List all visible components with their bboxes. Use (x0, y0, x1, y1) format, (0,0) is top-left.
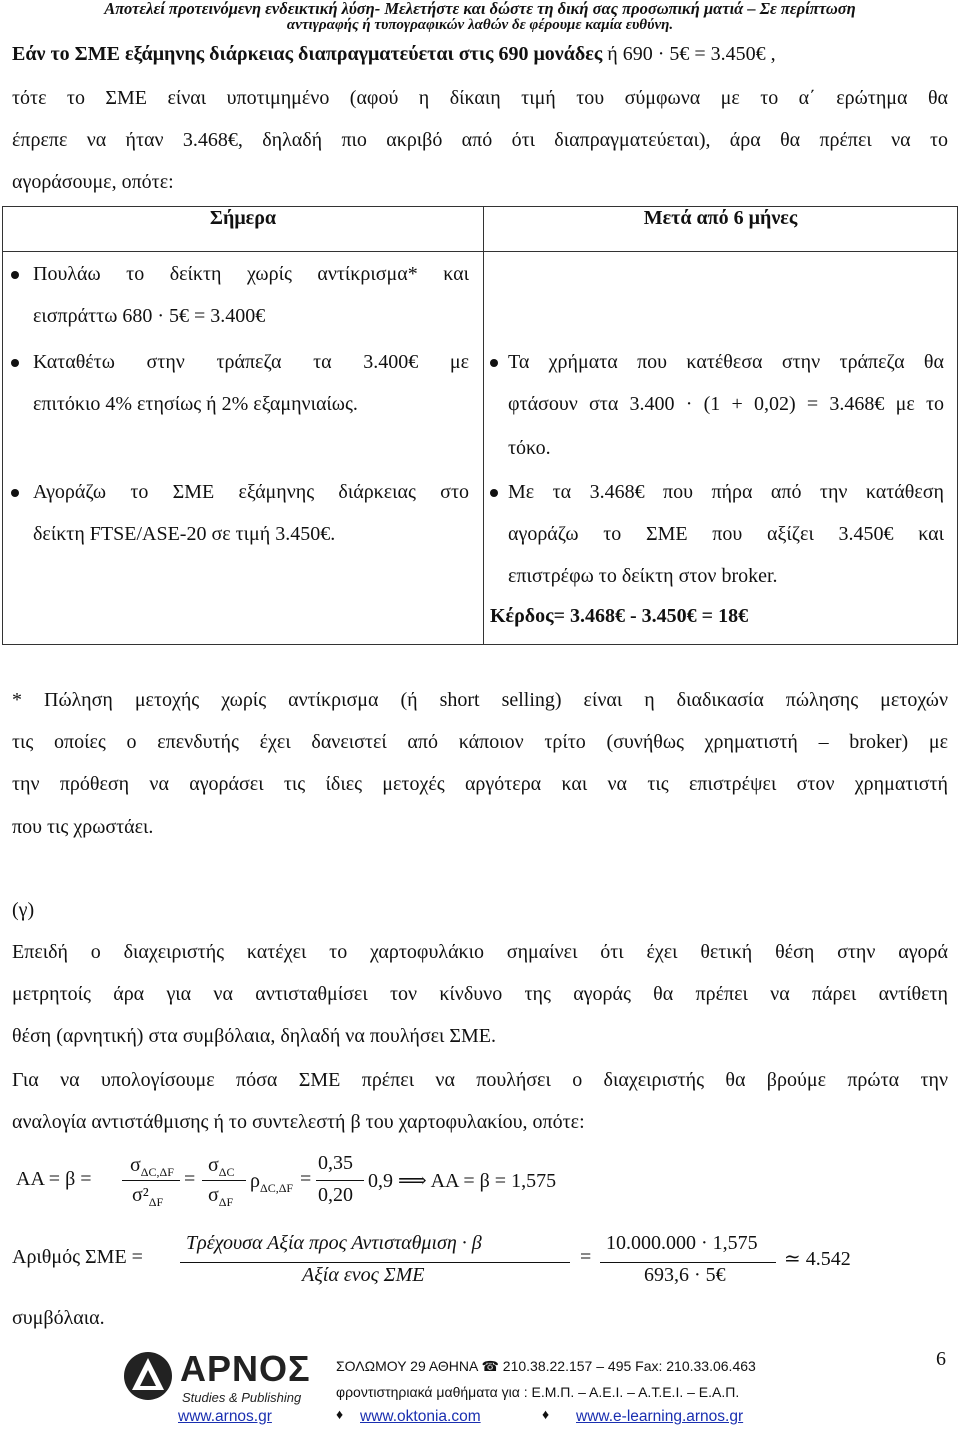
right-bullet-2-line-1: Με τα 3.468€ που πήρα από την κατάθεση (508, 481, 944, 503)
part-c-paragraph-1-line-3: θέση (αρνητική) στα συμβόλαια, δηλαδή να πουλήσει ΣΜΕ. (12, 1025, 497, 1047)
part-c-paragraph-1-line-1: Επειδή ο διαχειριστής κατέχει το χαρτοφυλάκιο σημαίνει ότι έχει θετική θέση στην αγορά (12, 941, 948, 963)
right-bullet-2-line-3: επιστρέφω το δείκτη στον broker. (508, 565, 778, 587)
sigma-squared: σ² (132, 1184, 149, 1206)
footer-address: ΣΟΛΩΜΟΥ 29 ΑΘΗΝΑ ☎ 210.38.22.157 – 495 Fax: 210.33.06.463 (336, 1358, 756, 1374)
left-bullet-1-line-1: Πουλάω το δείκτη χωρίς αντίκρισμα* και (33, 263, 469, 285)
left-bullet-3-line-1: Αγοράζω το ΣΜΕ εξάμηνης διάρκειας στο (33, 481, 469, 503)
subscript: ΔC (218, 1165, 235, 1179)
footer-courses: φροντιστηριακά μαθήματα για : Ε.Μ.Π. – Α.Ε.Ι. – Α.Τ.Ε.Ι. – Ε.Α.Π. (336, 1384, 740, 1400)
link-oktonia[interactable]: www.oktonia.com (360, 1408, 481, 1425)
fraction-bar (180, 1262, 570, 1263)
bullet-icon: ♦ (336, 1406, 344, 1422)
equals-sign: = (300, 1168, 312, 1190)
intro-line-3: έπρεπε να ήταν 3.468€, δηλαδή πιο ακριβό από ότι διαπραγματεύεται), άρα θα πρέπει να το (12, 129, 948, 151)
profit-line: Κέρδος= 3.468€ - 3.450€ = 18€ (490, 605, 749, 627)
contracts-numerator: Τρέχουσα Αξία προς Αντισταθμιση · β (186, 1232, 482, 1254)
strategy-table (2, 206, 958, 645)
logo-text: ΑΡΝΟΣ (180, 1348, 311, 1389)
part-c-paragraph-1-line-2: μετρητοίς άρα για να αντισταθμίσει τον κίνδυνο της αγοράς θα πρέπει να πάρει αντίθετη (12, 983, 948, 1005)
subscript: ΔC,ΔF (140, 1165, 174, 1179)
sigma-symbol: σ (208, 1184, 219, 1206)
subscript: ΔF (148, 1195, 164, 1209)
header-line-2: αντιγραφής ή τυπογραφικών λαθών δε φέρουμε καμία ευθύνη. (286, 17, 674, 33)
link-e-learning[interactable]: www.e-learning.arnos.gr (576, 1408, 744, 1425)
formula-result: 0,9 ⟹ AA = β = 1,575 (368, 1170, 557, 1192)
subscript: ΔC,ΔF (259, 1181, 294, 1195)
fraction-2-numerator (208, 1154, 235, 1180)
bullet-icon (11, 359, 19, 367)
left-bullet-2-line-2: επιτόκιο 4% ετησίως ή 2% εξαμηνιαίως. (33, 393, 358, 415)
fraction-bar (600, 1262, 776, 1263)
left-bullet-1-line-2: εισπράττω 680 · 5€ = 3.400€ (33, 305, 266, 327)
intro-formula-text: ή 690 · 5€ = 3.450€ , (602, 43, 776, 65)
subscript: ΔF (218, 1195, 234, 1209)
part-c-paragraph-2-line-1: Για να υπολογίσουμε πόσα ΣΜΕ πρέπει να πουλήσει ο διαχειριστής θα βρούμε πρώτα την (12, 1069, 948, 1091)
intro-bold-text: Εάν το ΣΜΕ εξάμηνης διάρκειας διαπραγματεύεται στις 690 μονάδες (12, 43, 603, 65)
footnote-line-1: * Πώληση μετοχής χωρίς αντίκρισμα (ή short selling) είναι η διαδικασία πώλησης μετοχών (12, 689, 948, 711)
fraction-bar (122, 1180, 180, 1181)
fraction-bar (202, 1180, 246, 1181)
intro-line-1 (12, 42, 948, 66)
page-header (0, 0, 960, 34)
bullet-icon (490, 359, 498, 367)
arnos-logo (118, 1346, 318, 1410)
part-c-label: (γ) (12, 899, 35, 921)
rho-term (250, 1170, 293, 1196)
part-c-paragraph-2-line-2: αναλογία αντιστάθμισης ή το συντελεστή β του χαρτοφυλακίου, οπότε: (12, 1111, 585, 1133)
formula-lhs: AA = β = (16, 1168, 92, 1190)
fraction-3-denominator: 0,20 (318, 1184, 353, 1206)
page-footer (0, 1340, 960, 1431)
equals-sign: = (184, 1168, 196, 1190)
column-header-today: Σήμερα (3, 207, 484, 252)
bullet-icon (11, 489, 19, 497)
contracts-denominator-values: 693,6 · 5€ (644, 1264, 726, 1286)
contracts-numerator-values: 10.000.000 · 1,575 (606, 1232, 758, 1254)
contracts-count-lhs: Αριθμός ΣΜΕ = (12, 1246, 143, 1268)
column-header-after-6-months: Μετά από 6 μήνες (484, 207, 958, 252)
sigma-symbol: σ (130, 1154, 141, 1176)
fraction-1-denominator (132, 1184, 163, 1210)
contracts-result: ≃ 4.542 (784, 1248, 851, 1270)
right-cell (484, 252, 958, 645)
fraction-bar (316, 1180, 364, 1181)
bullet-icon (490, 489, 498, 497)
footnote-line-2: τις οποίες ο επενδυτής έχει δανειστεί από κάποιον τρίτο (συνήθως χρηματιστή – broker) με (12, 731, 948, 753)
fraction-2-denominator (208, 1184, 233, 1210)
link-arnos[interactable]: www.arnos.gr (178, 1408, 272, 1425)
contracts-denominator: Αξία ενος ΣΜΕ (302, 1264, 425, 1286)
right-bullet-2-line-2: αγοράζω το ΣΜΕ που αξίζει 3.450€ και (508, 523, 944, 545)
hedge-ratio-formula (12, 1150, 952, 1222)
intro-line-2: τότε το ΣΜΕ είναι υποτιμημένο (αφού η δίκαιη τιμή του σύμφωνα με το α΄ ερώτημα θα (12, 87, 948, 109)
contracts-word: συμβόλαια. (12, 1307, 105, 1329)
bullet-icon (11, 271, 19, 279)
logo-subtitle: Studies & Publishing (182, 1390, 302, 1405)
intro-line-4: αγοράσουμε, οπότε: (12, 171, 174, 193)
sigma-symbol: σ (208, 1154, 219, 1176)
left-bullet-3-line-2: δείκτη FTSE/ASE-20 σε τιμή 3.450€. (33, 523, 336, 545)
rho-symbol: ρ (250, 1170, 260, 1192)
right-bullet-1-line-2: φτάσουν στα 3.400 · (1 + 0,02) = 3.468€ με το (508, 393, 944, 415)
footnote-line-3: την πρόθεση να αγοράσει τις ίδιες μετοχές αργότερα και να τις επιστρέψει στον χρηματιστή (12, 773, 948, 795)
right-bullet-1-line-1: Τα χρήματα που κατέθεσα στην τράπεζα θα (508, 351, 944, 373)
fraction-3-numerator: 0,35 (318, 1152, 353, 1174)
left-bullet-2-line-1: Καταθέτω στην τράπεζα τα 3.400€ με (33, 351, 469, 373)
fraction-1-numerator (130, 1154, 174, 1180)
footnote-line-4: που τις χρωστάει. (12, 816, 154, 838)
header-line-1: Αποτελεί προτεινόμενη ενδεικτική λύση- Μελετήστε και δώστε τη δική σας προσωπική ματιά – Σε περίπτωση (104, 0, 856, 18)
left-cell (3, 252, 484, 645)
equals-sign: = (580, 1246, 592, 1268)
right-bullet-1-line-3: τόκο. (508, 437, 551, 459)
page-number: 6 (936, 1348, 946, 1370)
bullet-icon: ♦ (542, 1406, 550, 1422)
